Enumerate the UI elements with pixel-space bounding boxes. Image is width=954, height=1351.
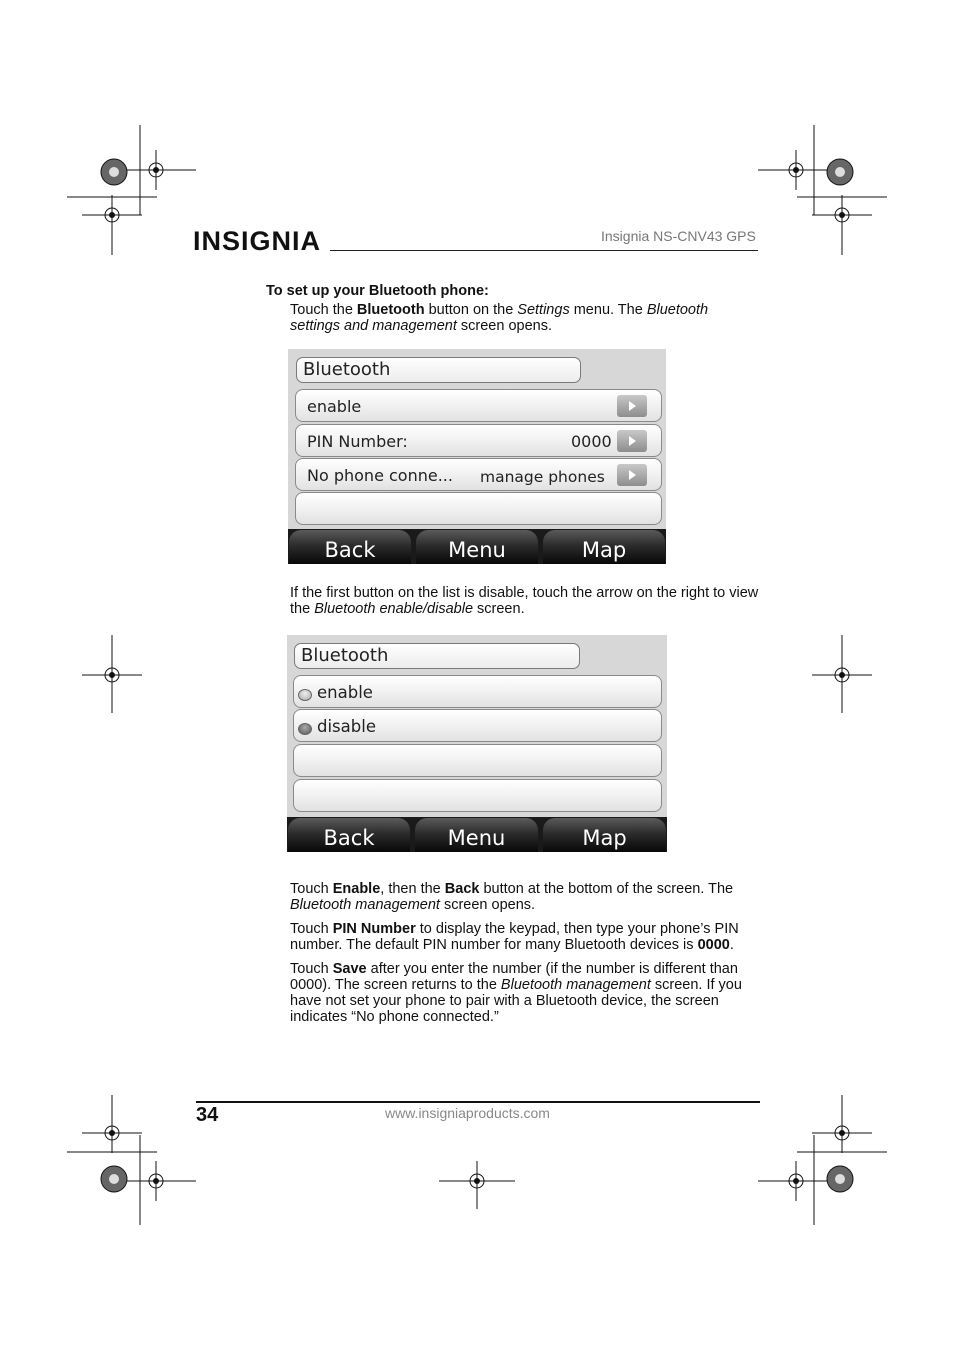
bold-text: 0000 bbox=[697, 937, 730, 953]
insignia-logo: INSIGNIA bbox=[193, 226, 322, 256]
text: screen. bbox=[473, 601, 525, 617]
text: menu. The bbox=[569, 302, 647, 318]
paragraph-2 bbox=[290, 585, 760, 617]
enable-option[interactable] bbox=[293, 675, 662, 708]
italic-text: Settings bbox=[517, 302, 570, 318]
italic-text: Bluetooth settings and management bbox=[290, 302, 709, 334]
paragraph-3 bbox=[290, 881, 760, 913]
nav-bar bbox=[287, 817, 667, 852]
paragraph-5 bbox=[290, 961, 760, 1025]
option-label: enable bbox=[317, 683, 373, 702]
section-heading: To set up your Bluetooth phone: bbox=[266, 283, 489, 299]
phone-connection-row[interactable] bbox=[295, 458, 662, 491]
header-title: Insignia NS-CNV43 GPS bbox=[601, 228, 756, 244]
footer-rule bbox=[196, 1101, 760, 1103]
text: Touch bbox=[290, 921, 333, 937]
menu-button[interactable]: Menu bbox=[415, 818, 538, 852]
screen-title: Bluetooth bbox=[296, 357, 581, 383]
enable-row[interactable] bbox=[295, 389, 662, 422]
text: Touch the bbox=[290, 302, 357, 318]
header-rule bbox=[330, 250, 758, 251]
nav-bar bbox=[288, 529, 666, 564]
text: button at the bottom of the screen. The bbox=[479, 881, 734, 897]
text: to display the keypad, then type your phone’s PIN number. The default PIN number for many Bluetooth devices is bbox=[290, 921, 739, 953]
bluetooth-settings-screen bbox=[288, 349, 666, 564]
text: , then the bbox=[380, 881, 445, 897]
italic-text: Bluetooth management bbox=[290, 897, 440, 913]
text: Touch bbox=[290, 881, 333, 897]
row-label: enable bbox=[307, 397, 362, 416]
arrow-right-icon[interactable] bbox=[617, 395, 647, 417]
empty-row bbox=[293, 744, 662, 777]
map-button[interactable]: Map bbox=[543, 818, 666, 852]
back-button[interactable]: Back bbox=[288, 818, 410, 852]
bluetooth-enable-disable-screen bbox=[287, 635, 667, 852]
radio-selected-icon[interactable] bbox=[298, 723, 312, 735]
bold-text: Back bbox=[444, 881, 480, 897]
text: screen opens. bbox=[456, 318, 552, 334]
manage-phones-value: manage phones bbox=[480, 468, 605, 486]
text: screen. If you have not set your phone to pair with a Bluetooth device, the screen indicates “No phone connected.” bbox=[290, 977, 742, 1025]
text: button on the bbox=[424, 302, 518, 318]
disable-option[interactable] bbox=[293, 709, 662, 742]
text: . bbox=[729, 937, 734, 953]
row-label: PIN Number: bbox=[307, 432, 408, 451]
screen-title: Bluetooth bbox=[294, 643, 580, 669]
arrow-right-icon[interactable] bbox=[617, 430, 647, 452]
italic-text: Bluetooth management bbox=[500, 977, 651, 993]
map-button[interactable]: Map bbox=[543, 530, 665, 564]
empty-row bbox=[295, 492, 662, 525]
back-button[interactable]: Back bbox=[289, 530, 411, 564]
italic-text: Bluetooth enable/disable bbox=[314, 601, 474, 617]
footer-url: www.insigniaproducts.com bbox=[385, 1105, 550, 1121]
radio-unselected-icon[interactable] bbox=[298, 689, 312, 701]
bold-text: Bluetooth bbox=[356, 302, 425, 318]
empty-row bbox=[293, 779, 662, 812]
pin-value: 0000 bbox=[571, 432, 612, 451]
text: after you enter the number (if the number is different than 0000). The screen returns to the bbox=[290, 961, 738, 993]
page-number: 34 bbox=[196, 1104, 219, 1126]
menu-button[interactable]: Menu bbox=[416, 530, 538, 564]
text: Touch bbox=[290, 961, 333, 977]
row-label: No phone conne... bbox=[307, 466, 453, 485]
text: If the first button on the list is disable, touch the arrow on the right to view the bbox=[290, 585, 759, 617]
bold-text: Save bbox=[332, 961, 367, 977]
bold-text: Enable bbox=[332, 881, 381, 897]
text: screen opens. bbox=[439, 897, 536, 913]
bold-text: PIN Number bbox=[332, 921, 416, 937]
option-label: disable bbox=[317, 717, 376, 736]
paragraph-4 bbox=[290, 921, 760, 953]
arrow-right-icon[interactable] bbox=[617, 464, 647, 486]
pin-number-row[interactable] bbox=[295, 424, 662, 457]
paragraph-1 bbox=[290, 302, 760, 334]
